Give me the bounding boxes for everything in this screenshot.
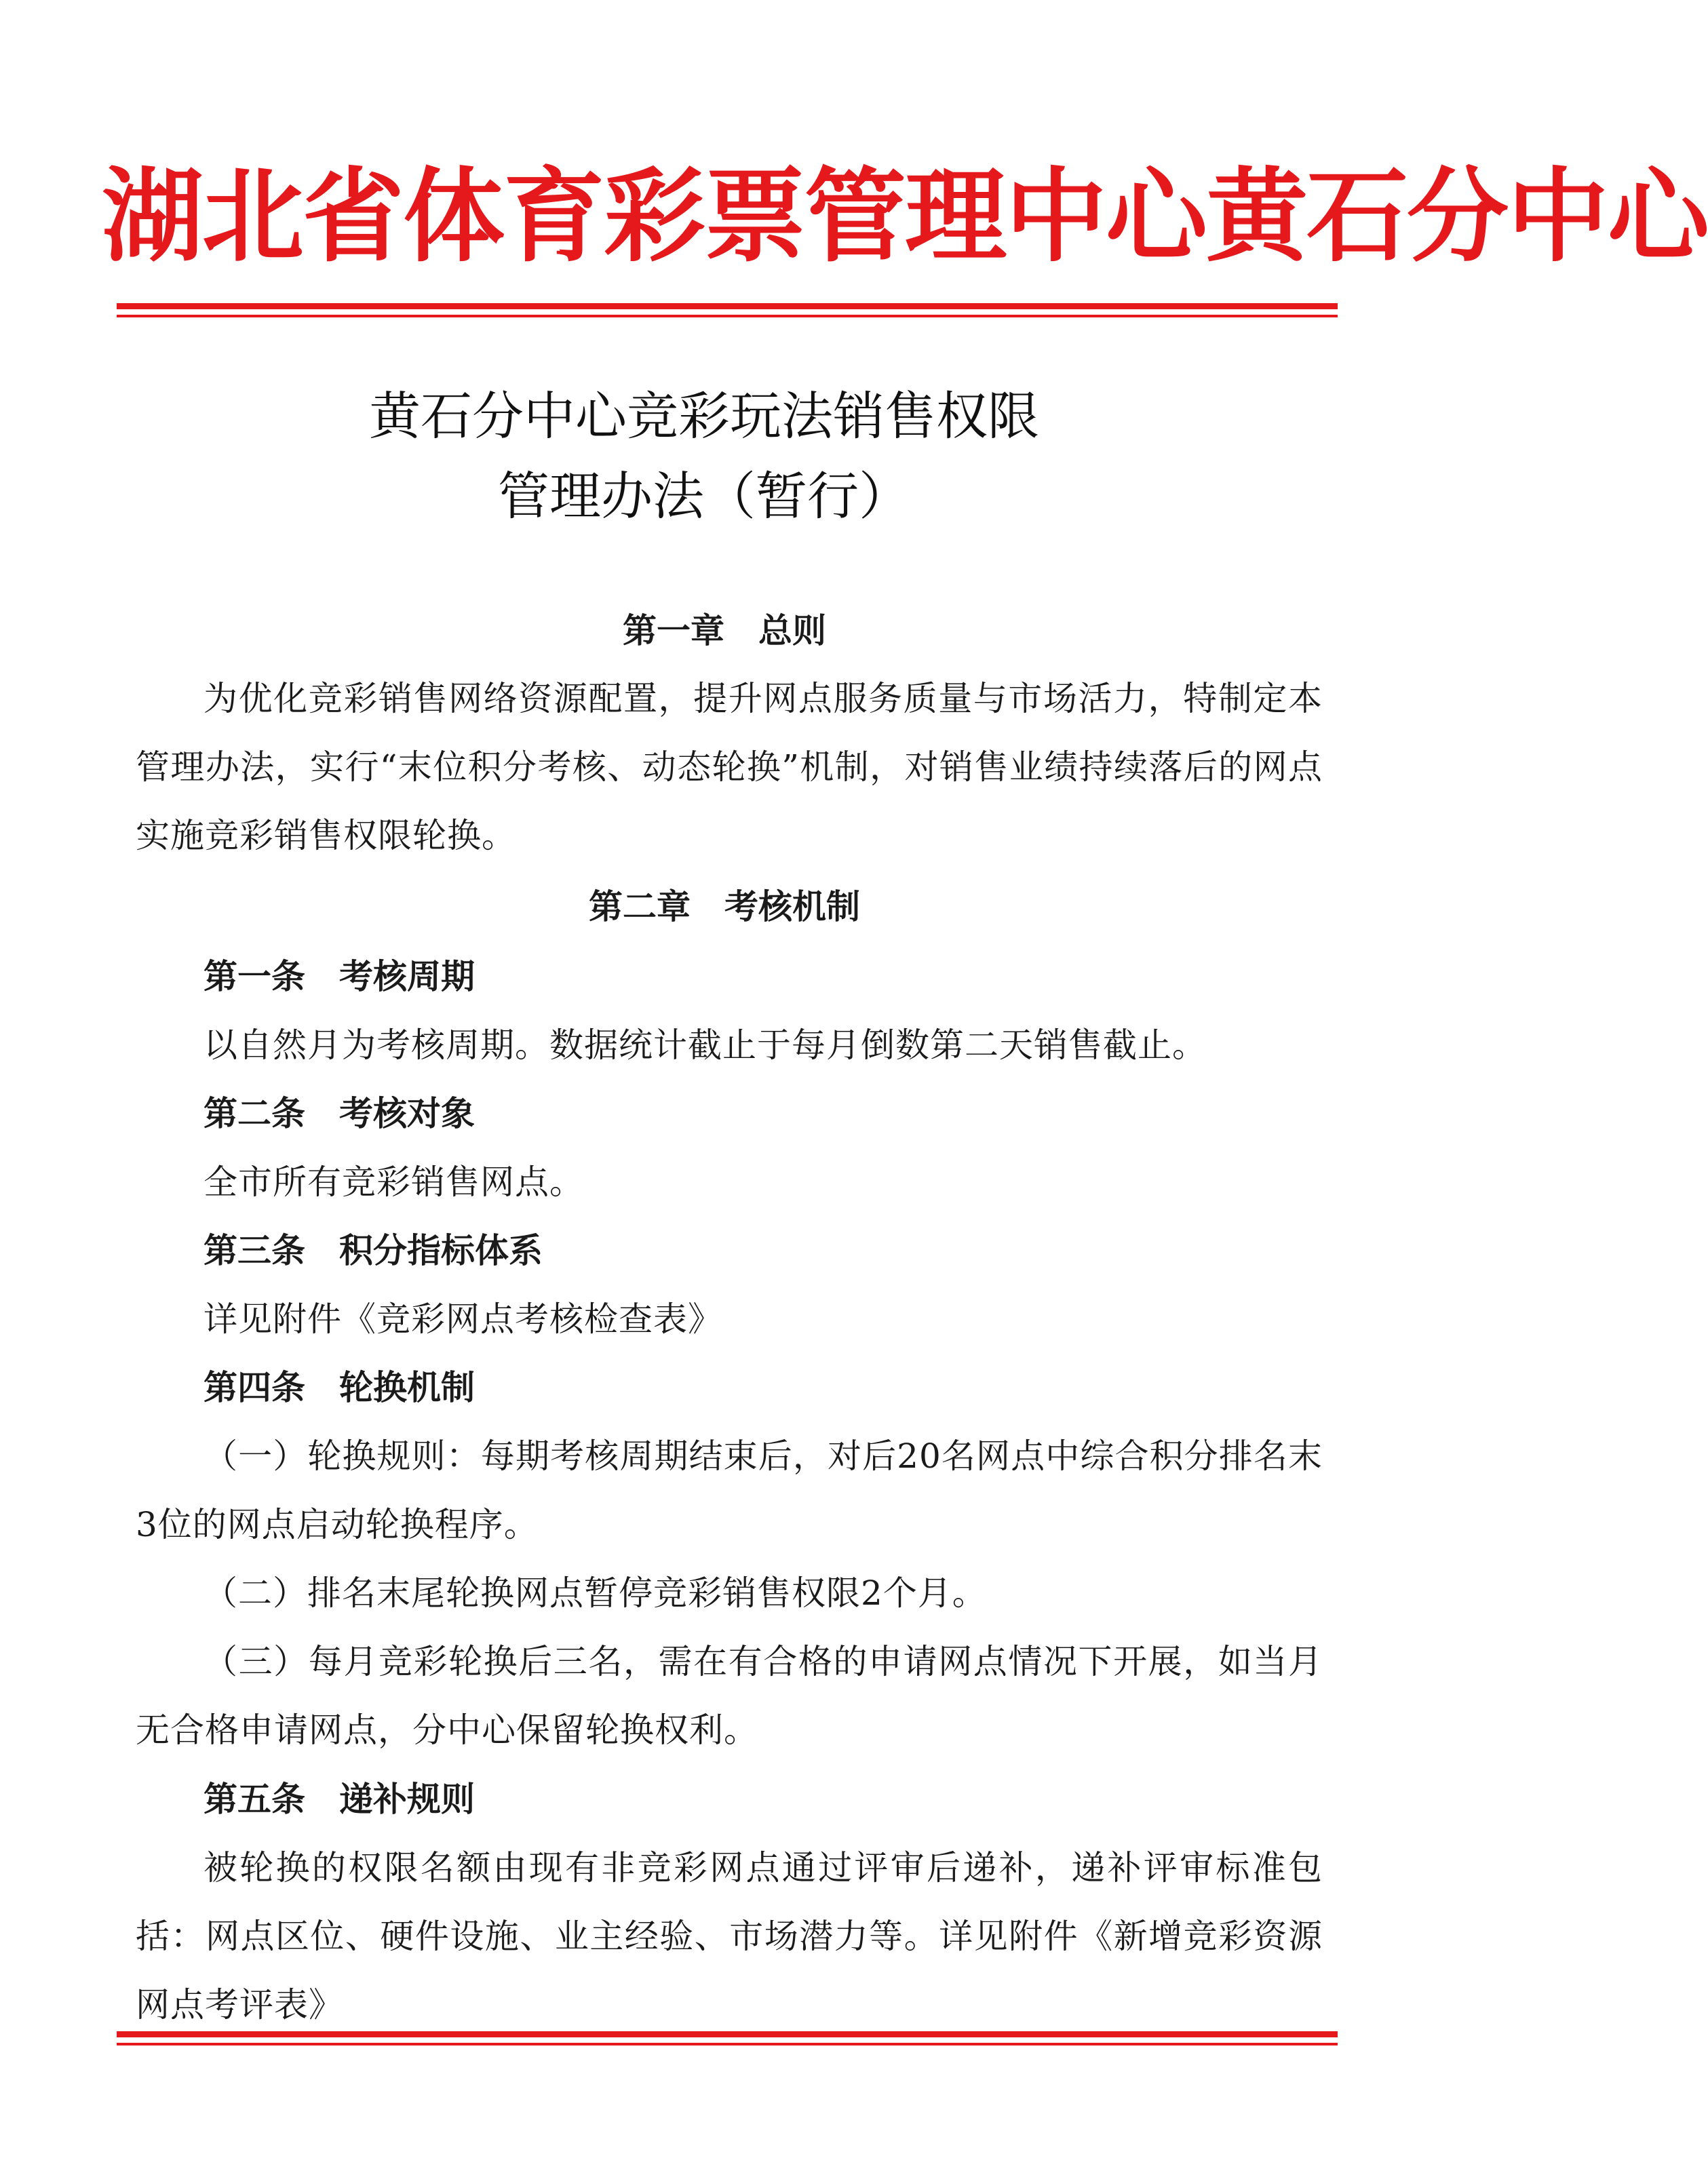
article4-heading: 第四条 轮换机制 [203,1367,475,1407]
article1-text: 以自然月为考核周期。数据统计截止于每月倒数第二天销售截止。 [203,1025,1207,1065]
article4-item2: （二）排名末尾轮换网点暂停竞彩销售权限2个月。 [203,1573,987,1613]
org-letterhead: 湖北省体育彩票管理中心黄石分中心 [102,158,1708,276]
article2-heading: 第二条 考核对象 [203,1093,475,1133]
chapter2-heading: 第二章 考核机制 [589,886,860,926]
article4-item1: （一）轮换规则：每期考核周期结束后，对后20名网点中综合积分排名末3位的网点启动轮换程序。 [136,1436,1323,1544]
article2-text: 全市所有竞彩销售网点。 [203,1162,584,1202]
chapter1-heading: 第一章 总则 [623,610,826,650]
chapter1-paragraph: 为优化竞彩销售网络资源配置，提升网点服务质量与市场活力，特制定本管理办法，实行“末位积分考核、动态轮换”机制，对销售业绩持续落后的网点实施竞彩销售权限轮换。 [136,679,1323,855]
article5-text: 被轮换的权限名额由现有非竞彩网点通过评审后递补，递补评审标准包括：网点区位、硬件设施、业主经验、市场潜力等。详见附件《新增竞彩资源网点考评表》 [136,1848,1323,2024]
letterhead-divider [117,303,1338,317]
document-title-line1: 黄石分中心竞彩玩法销售权限 [369,386,1039,446]
article5-heading: 第五条 递补规则 [203,1779,475,1819]
article3-heading: 第三条 积分指标体系 [203,1230,543,1270]
article3-text: 详见附件《竞彩网点考核检查表》 [203,1299,722,1339]
article4-item3: （三）每月竞彩轮换后三名，需在有合格的申请网点情况下开展，如当月无合格申请网点，分中心保留轮换权利。 [136,1642,1323,1750]
footer-divider [117,2031,1338,2045]
article1-heading: 第一条 考核周期 [203,956,475,996]
document-title [0,376,1449,536]
document-title-line2: 管理办法（暂行） [498,466,910,526]
